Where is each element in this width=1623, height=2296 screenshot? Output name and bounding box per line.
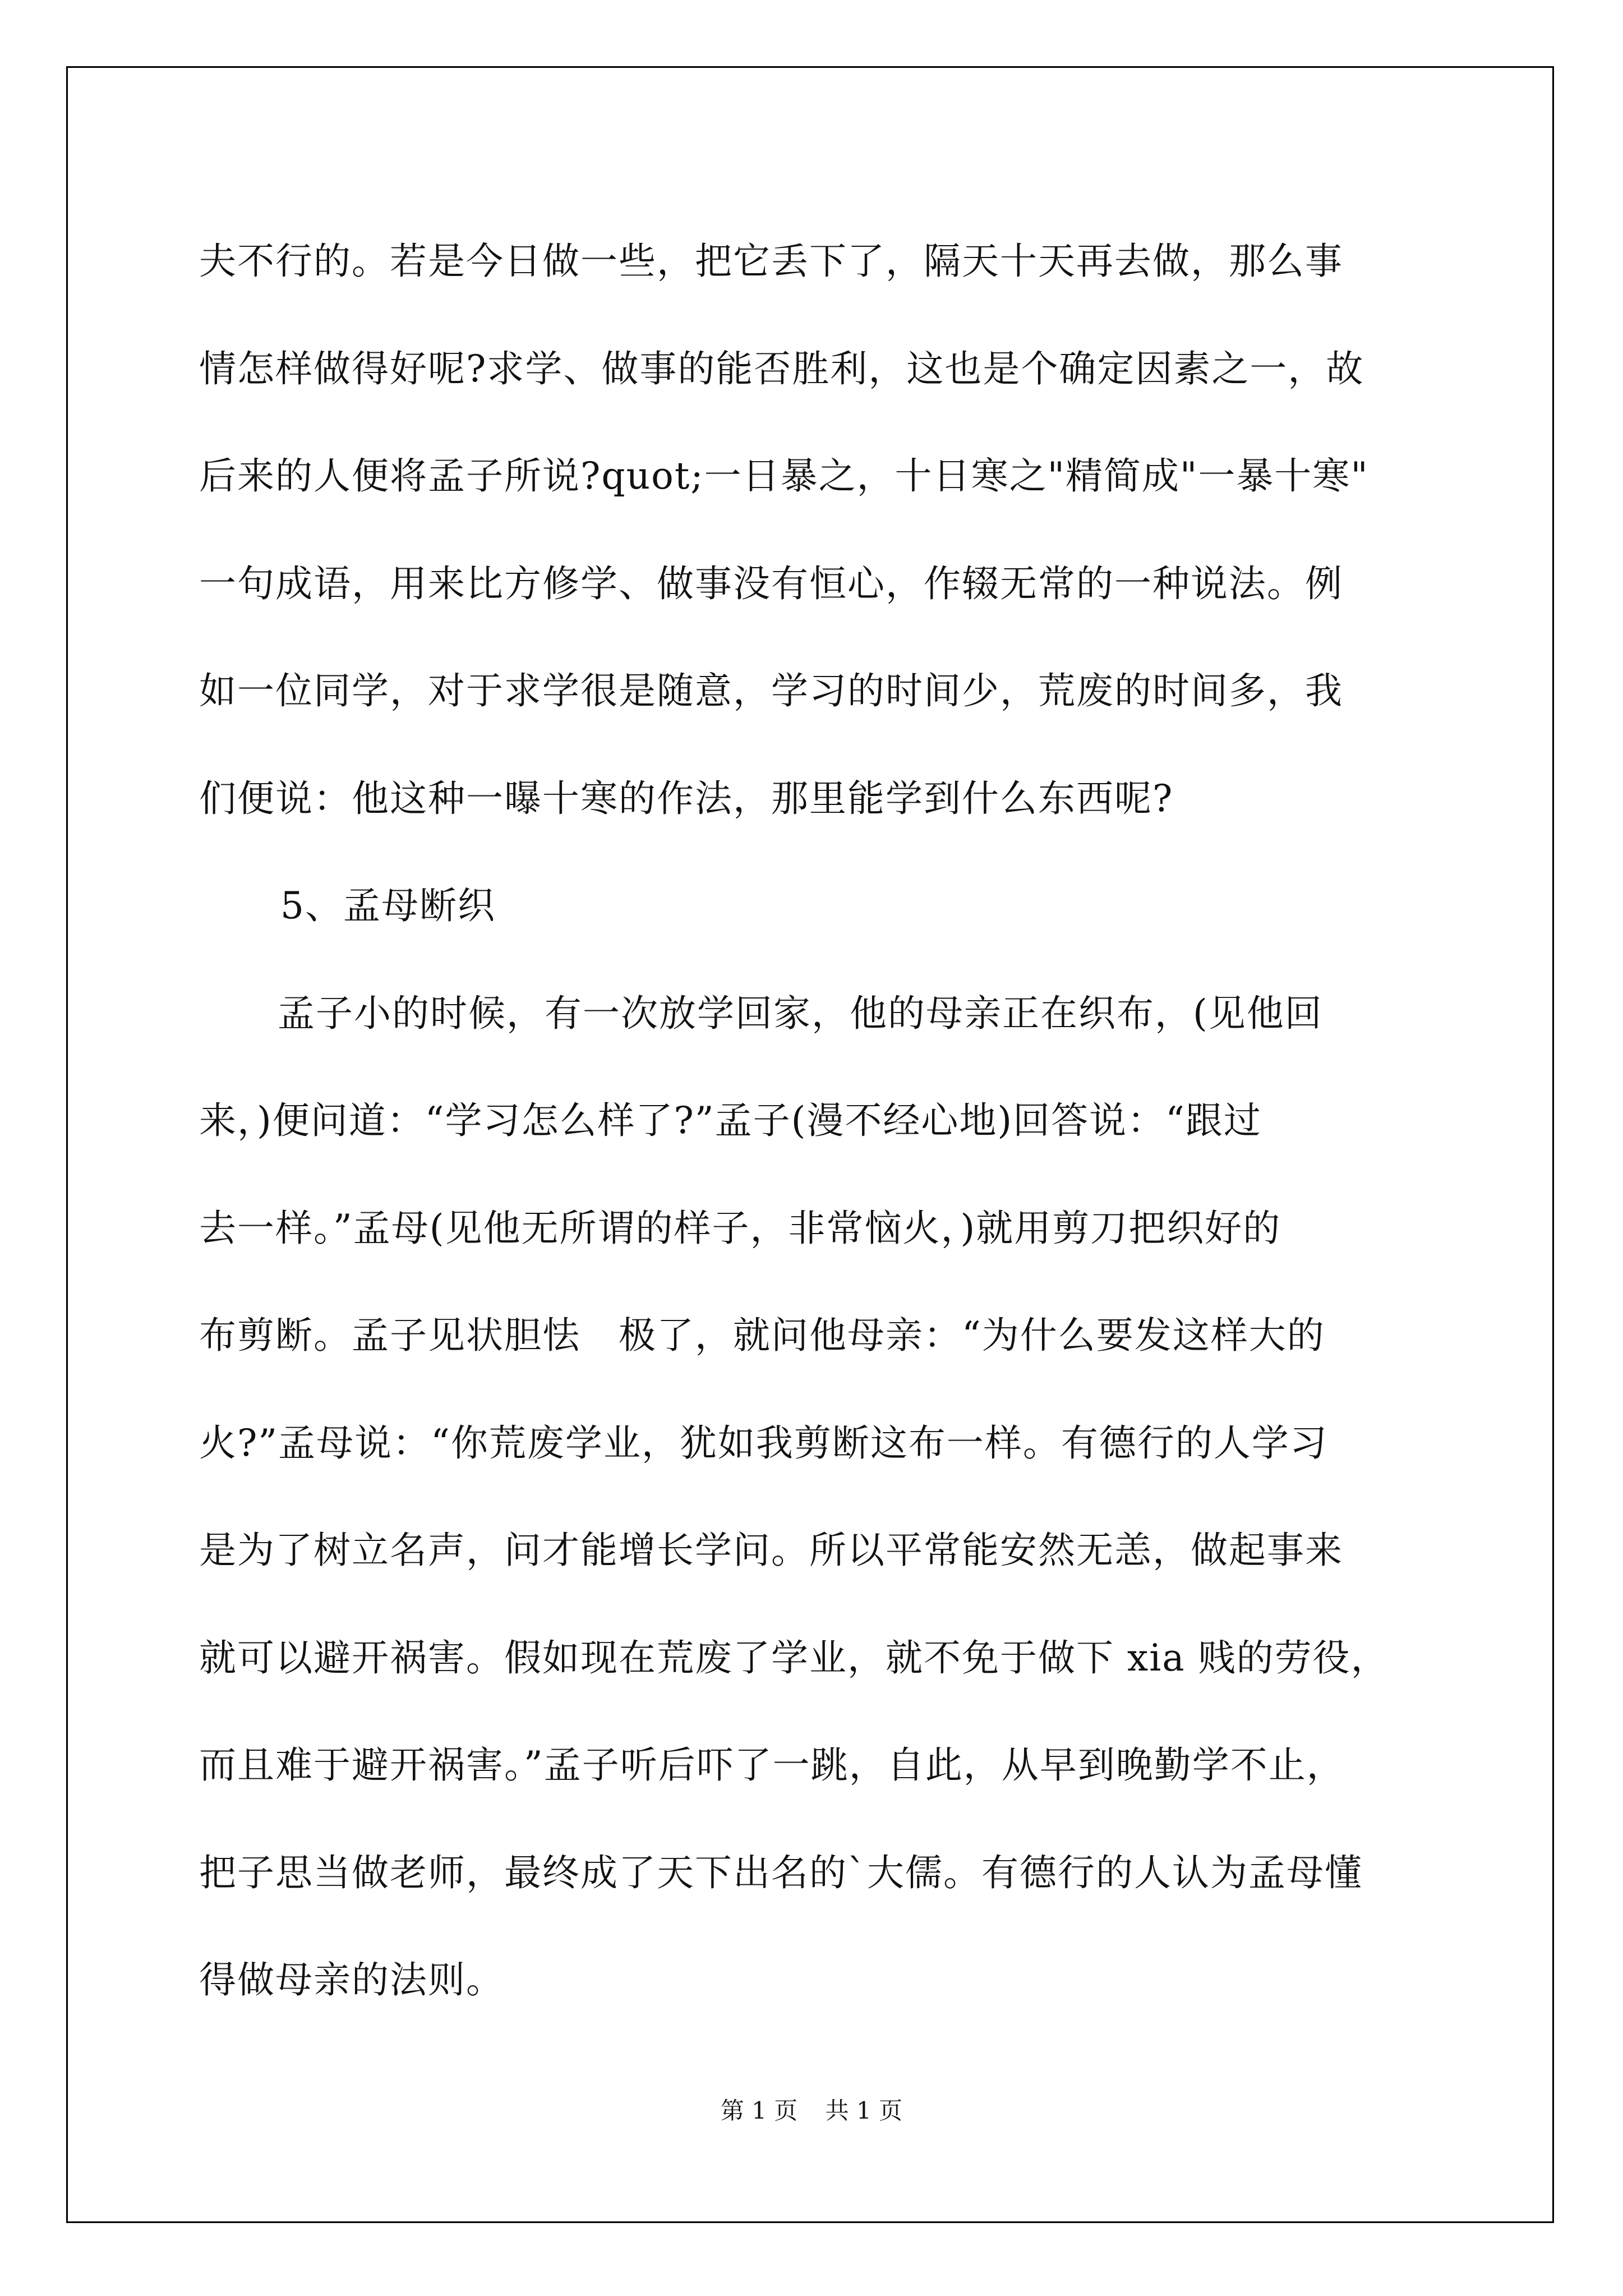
text-line: 就可以避开祸害。假如现在荒废了学业，就不免于做下 xia 贱的劳役， [199,1636,1389,1680]
text-line: 后来的人便将孟子所说?quot;一日暴之，十日寒之"精简成"一暴十寒" [199,454,1369,498]
text-line: 布剪断。孟子见状胆怯 极了，就问他母亲：“为什么要发这样大的 [199,1314,1325,1357]
text-line: 而且难于避开祸害。”孟子听后吓了一跳，自此，从早到晚勤学不止， [199,1743,1345,1787]
text-line: 去一样。”孟母(见他无所谓的样子，非常恼火，)就用剪刀把织好的 [199,1206,1281,1250]
text-line: 是为了树立名声，问才能增长学问。所以平常能安然无恙，做起事来 [199,1529,1343,1572]
text-line: 夫不行的。若是今日做一些，把它丢下了，隔天十天再去做，那么事 [199,240,1343,283]
text-line: 把子思当做老师，最终成了天下出名的`大儒。有德行的人认为孟母懂 [199,1851,1363,1894]
section-heading: 5、孟母断织 [280,884,496,927]
page-total: 共 1 页 [825,2097,903,2124]
text-line: 火?”孟母说：“你荒废学业，犹如我剪断这布一样。有德行的人学习 [199,1421,1328,1465]
text-line: 们便说：他这种一曝十寒的作法，那里能学到什么东西呢? [199,776,1174,820]
page-footer [0,2092,1623,2126]
text-line: 情怎样做得好呢?求学、做事的能否胜利，这也是个确定因素之一，故 [199,347,1364,390]
text-line: 孟子小的时候，有一次放学回家，他的母亲正在织布，(见他回 [278,991,1323,1035]
page-number: 第 1 页 [720,2097,798,2124]
text-line: 得做母亲的法则。 [199,1958,504,2001]
text-line: 如一位同学，对于求学很是随意，学习的时间少，荒废的时间多，我 [199,669,1343,712]
text-line: 来，)便问道：“学习怎么样了?”孟子(漫不经心地)回答说：“跟过 [199,1099,1262,1142]
text-line: 一句成语，用来比方修学、做事没有恒心，作辍无常的一种说法。例 [199,562,1343,605]
document-body [199,208,1438,2034]
